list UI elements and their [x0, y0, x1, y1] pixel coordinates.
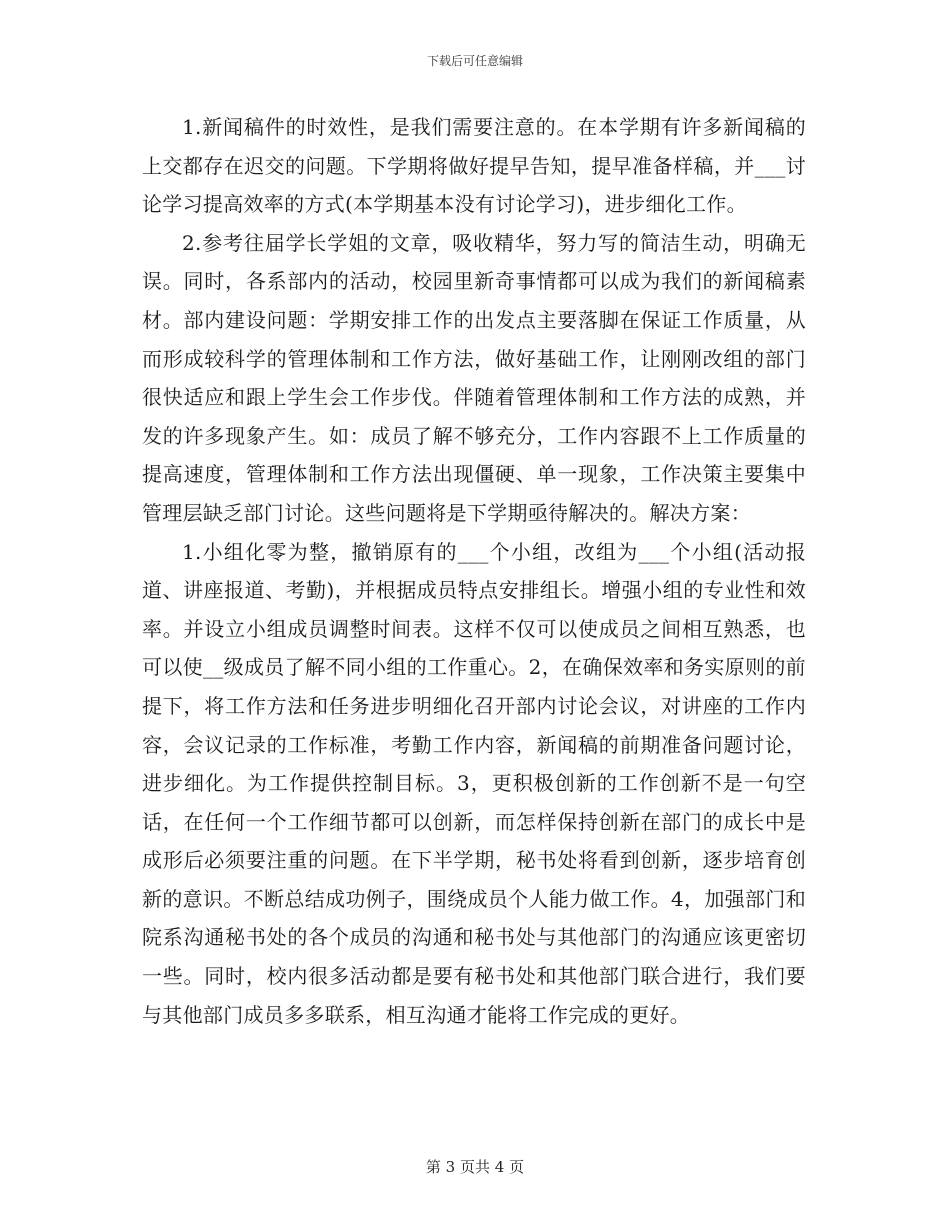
- page-number: 第 3 页共 4 页: [425, 1158, 525, 1176]
- paragraph-timeliness: 1.新闻稿件的时效性，是我们需要注意的。在本学期有许多新闻稿的上交都存在迟交的问题。下学期将做好提早告知，提早准备样稿，并___讨论学习提高效率的方式(本学期基本没有讨论学习)，进步细化工作。: [142, 115, 806, 217]
- document-body: [142, 108, 806, 1034]
- paragraph-solutions: 1.小组化零为整，撤销原有的___个小组，改组为___个小组(活动报道、讲座报道、考勤)，并根据成员特点安排组长。增强小组的专业性和效率。并设立小组成员调整时间表。这样不仅可以使成员之间相互熟悉，也可以使__级成员了解不同小组的工作重心。2，在确保效率和务实原则的前提下，将工作方法和任务进步明细化召开部内讨论会议，对讲座的工作内容，会议记录的工作标准，考勤工作内容，新闻稿的前期准备问题讨论，进步细化。为工作提供控制目标。3，更积极创新的工作创新不是一句空话，在任何一个工作细节都可以创新，而怎样保持创新在部门的成长中是成形后必须要注重的问题。在下半学期，秘书处将看到创新，逐步培育创新的意识。不断总结成功例子，围绕成员个人能力做工作。4，加强部门和院系沟通秘书处的各个成员的沟通和秘书处与其他部门的沟通应该更密切一些。同时，校内很多活动都是要有秘书处和其他部门联合进行，我们要与其他部门成员多多联系，相互沟通才能将工作完成的更好。: [142, 539, 806, 1027]
- paragraph-reference-and-construction: 2.参考往届学长学姐的文章，吸收精华，努力写的简洁生动，明确无误。同时，各系部内的活动，校园里新奇事情都可以成为我们的新闻稿素材。部内建设问题：学期安排工作的出发点主要落脚在保证工作质量，从而形成较科学的管理体制和工作方法，做好基础工作，让刚刚改组的部门很快适应和跟上学生会工作步伐。伴随着管理体制和工作方法的成熟，并发的许多现象产生。如：成员了解不够充分，工作内容跟不上工作质量的提高速度，管理体制和工作方法出现僵硬、单一现象，工作决策主要集中管理层缺乏部门讨论。这些问题将是下学期亟待解决的。解决方案：: [142, 230, 806, 525]
- page-header: 下载后可任意编辑: [426, 54, 523, 68]
